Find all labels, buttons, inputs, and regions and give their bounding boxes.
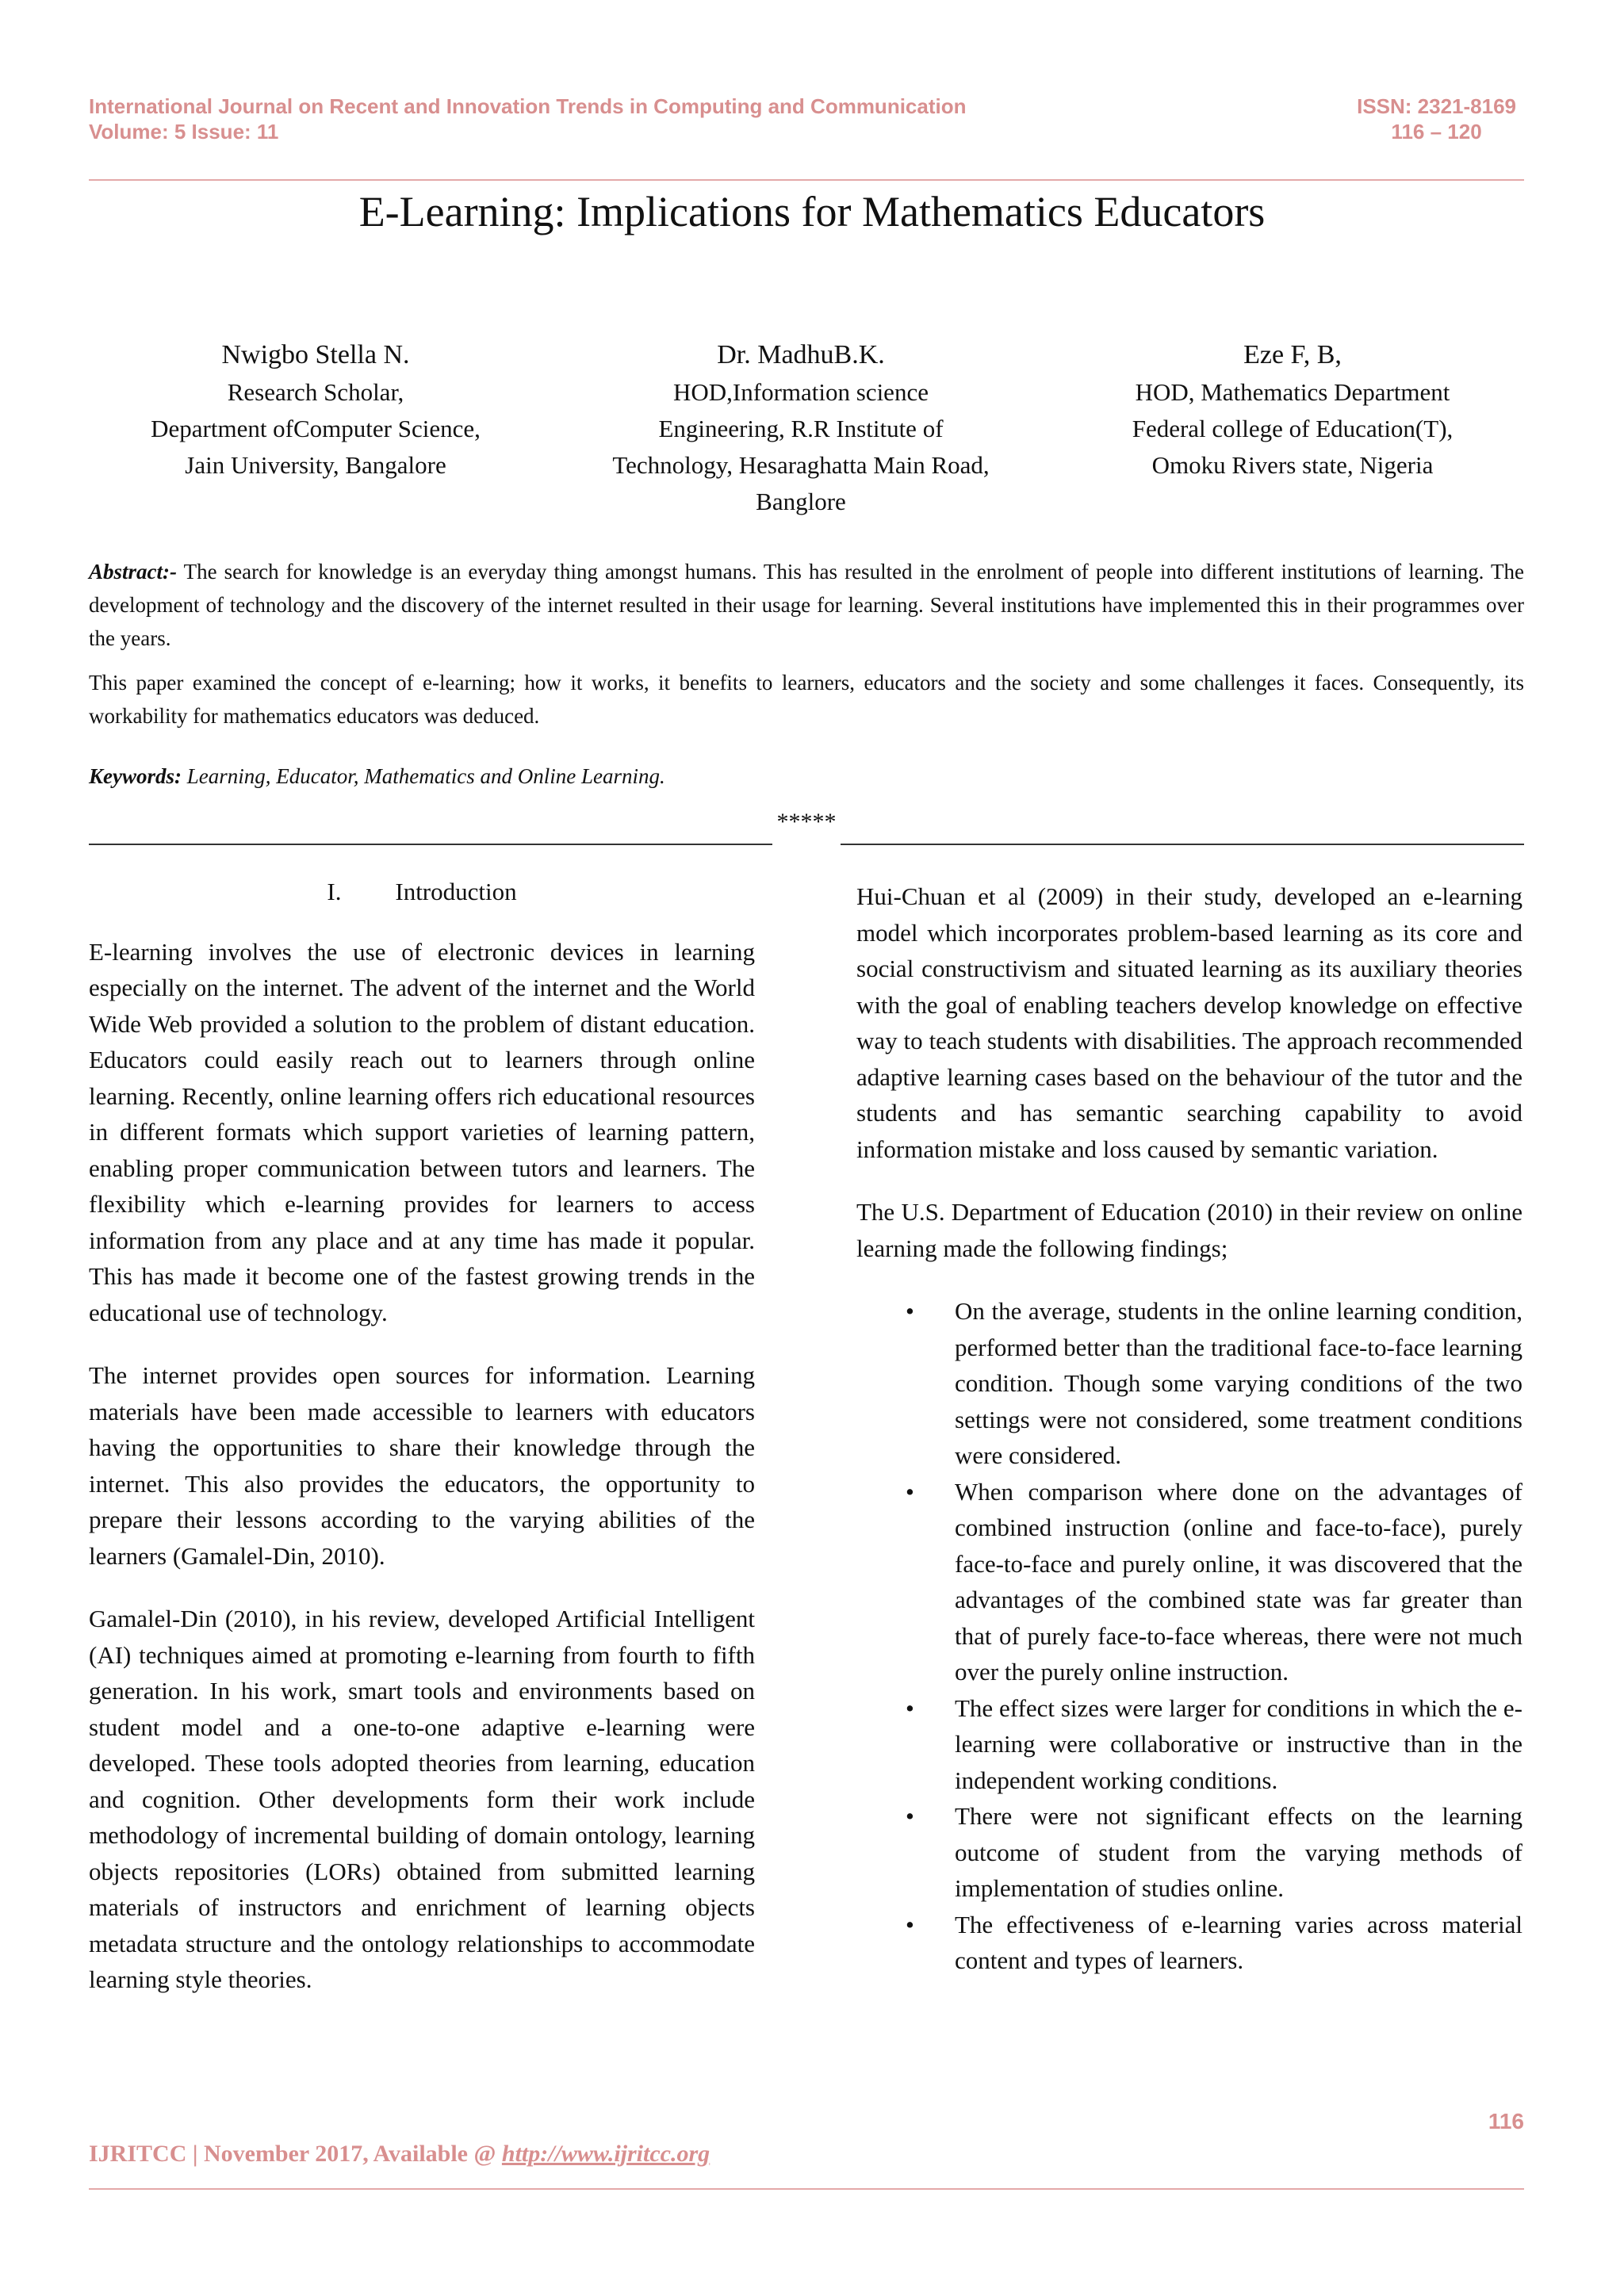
bullet-icon: • [906, 1802, 914, 1830]
author-affiliation-line: Research Scholar, [227, 378, 404, 406]
keywords [89, 760, 1524, 793]
abstract-paragraph-2: This paper examined the concept of e-learning; how it works, it benefits to learners, educators and the society and some challenges it faces. Consequently, its workability for mathematics educators was deduced. [89, 671, 1524, 728]
list-item-text: On the average, students in the online learning condition, performed better than the traditional face-to-face learning condition. Though some varying conditions of the two settings were not considered, some treatment conditions were considered. [955, 1297, 1522, 1469]
bullet-icon: • [906, 1477, 914, 1506]
section-separator [89, 809, 1524, 850]
author-affiliation-line: Engineering, R.R Institute of [658, 415, 944, 442]
keywords-label: Keywords: [89, 764, 182, 788]
header-left [89, 94, 967, 144]
list-item [856, 1293, 1522, 1474]
abstract [89, 555, 1524, 804]
list-item [856, 1474, 1522, 1690]
body-paragraph: Hui-Chuan et al (2009) in their study, developed an e-learning model which incorporates problem-based learning as its core and social constructivism and situated learning as its auxiliary theories with the goal of enabling teachers develop knowledge on effective way to teach students with disabilities. The approach recommended adaptive learning cases based on the behaviour of the tutor and the students and has semantic searching capability to avoid information mistake and loss caused by semantic variation. [856, 882, 1522, 1163]
separator-stars: ***** [776, 809, 837, 835]
header-right [1357, 94, 1516, 144]
author-affiliation-line: Technology, Hesaraghatta Main Road, [612, 451, 990, 479]
bullet-icon: • [906, 1693, 914, 1722]
author-block-3 [1063, 336, 1522, 484]
list-item [856, 1907, 1522, 1979]
author-block-1 [89, 336, 542, 484]
body-paragraph: The U.S. Department of Education (2010) in their review on online learning made the following findings; [856, 1198, 1522, 1262]
author-affiliation-line: Department ofComputer Science, [151, 415, 481, 442]
bullet-icon: • [906, 1297, 914, 1325]
abstract-paragraph [89, 555, 1524, 655]
body-paragraph: E-learning involves the use of electronic devices in learning especially on the internet. The advent of the internet and the World Wide Web provided a solution to the problem of distant education. Educators could easily reach out to learners through online learning. Recently, online learning offers rich educational resources in different formats which support varieties of learning pattern, enabling proper communication between tutors and learners. The flexibility which e-learning provides for learners to access information from any place and at any time has made it popular. This has made it become one of the fastest growing trends in the educational use of technology. [89, 937, 755, 1326]
section-heading [89, 874, 755, 910]
body-paragraph: The internet provides open sources for information. Learning materials have been made accessible to learners with educators having the opportunities to share their knowledge through the internet. This also provides the educators, the opportunity to prepare their lessons according to the varying abilities of the learners (Gamalel-Din, 2010). [89, 1361, 755, 1570]
bullet-icon: • [906, 1910, 914, 1938]
author-block-2 [571, 336, 1031, 520]
separator-rule-right [841, 844, 1524, 845]
abstract-label: Abstract:- [89, 560, 177, 584]
findings-list [856, 1293, 1522, 1979]
separator-rule-left [89, 844, 772, 845]
journal-issn: ISSN: 2321-8169 [1357, 94, 1516, 118]
keywords-text: Learning, Educator, Mathematics and Online Learning. [186, 764, 665, 788]
author-name: Eze F, B, [1243, 340, 1342, 369]
journal-name: International Journal on Recent and Innovation Trends in Computing and Communication [89, 94, 967, 118]
footer-text: IJRITCC | November 2017, Available @ [89, 2141, 502, 2167]
section-number: I. [327, 878, 342, 905]
right-column [856, 878, 1522, 1979]
page-number: 116 [1488, 2109, 1524, 2133]
author-name: Nwigbo Stella N. [221, 340, 410, 369]
author-affiliation-line: HOD, Mathematics Department [1135, 378, 1450, 406]
header-rule [89, 179, 1524, 181]
list-item-text: The effect sizes were larger for conditions in which the e-learning were collaborative or instructive than in the independent working conditions. [955, 1693, 1522, 1794]
journal-pages: 116 – 120 [1391, 120, 1482, 144]
list-item-text: There were not significant effects on the learning outcome of student from the varying methods of implementation of studies online. [955, 1802, 1522, 1902]
list-item [856, 1690, 1522, 1799]
abstract-text: The search for knowledge is an everyday thing amongst humans. This has resulted in the enrolment of people into different institutions of learning. The development of technology and the discovery of the internet resulted in their usage for learning. Several institutions have implemented this in their programmes over the years. [89, 560, 1524, 650]
left-column [89, 874, 755, 2025]
author-affiliation-line: Federal college of Education(T), [1132, 415, 1454, 442]
author-affiliation-line: HOD,Information science [673, 378, 929, 406]
author-affiliation-line: Omoku Rivers state, Nigeria [1151, 451, 1434, 479]
author-name: Dr. MadhuB.K. [717, 340, 885, 369]
list-item [856, 1798, 1522, 1907]
journal-volume: Volume: 5 Issue: 11 [89, 120, 279, 144]
list-item-text: The effectiveness of e-learning varies across material content and types of learners. [955, 1910, 1522, 1974]
body-paragraph: Gamalel-Din (2010), in his review, developed Artificial Intelligent (AI) techniques aimed at promoting e-learning from fourth to fifth generation. In his work, smart tools and environments based on student model and a one-to-one adaptive e-learning were developed. These tools adopted theories from learning, education and cognition. Other developments form their work include methodology of incremental building of domain ontology, learning objects repositories (LORs) obtained from submitted learning materials of instructors and enrichment of learning objects metadata structure and the ontology relationships to accommodate learning style theories. [89, 1605, 755, 1993]
section-title: Introduction [395, 878, 517, 905]
footer-rule [89, 2188, 1524, 2190]
list-item-text: When comparison where done on the advantages of combined instruction (online and face-to-face), purely face-to-face and purely online, it was discovered that the advantages of the combined state was far greater than that of purely face-to-face whereas, there were not much over the purely online instruction. [955, 1477, 1522, 1686]
footer [89, 2141, 710, 2168]
author-affiliation-line: Jain University, Bangalore [185, 451, 446, 479]
journal-link[interactable]: http://www.ijritcc.org [501, 2141, 710, 2167]
author-affiliation-line: Banglore [756, 488, 846, 515]
paper-title: E-Learning: Implications for Mathematics Educators [358, 188, 1266, 235]
